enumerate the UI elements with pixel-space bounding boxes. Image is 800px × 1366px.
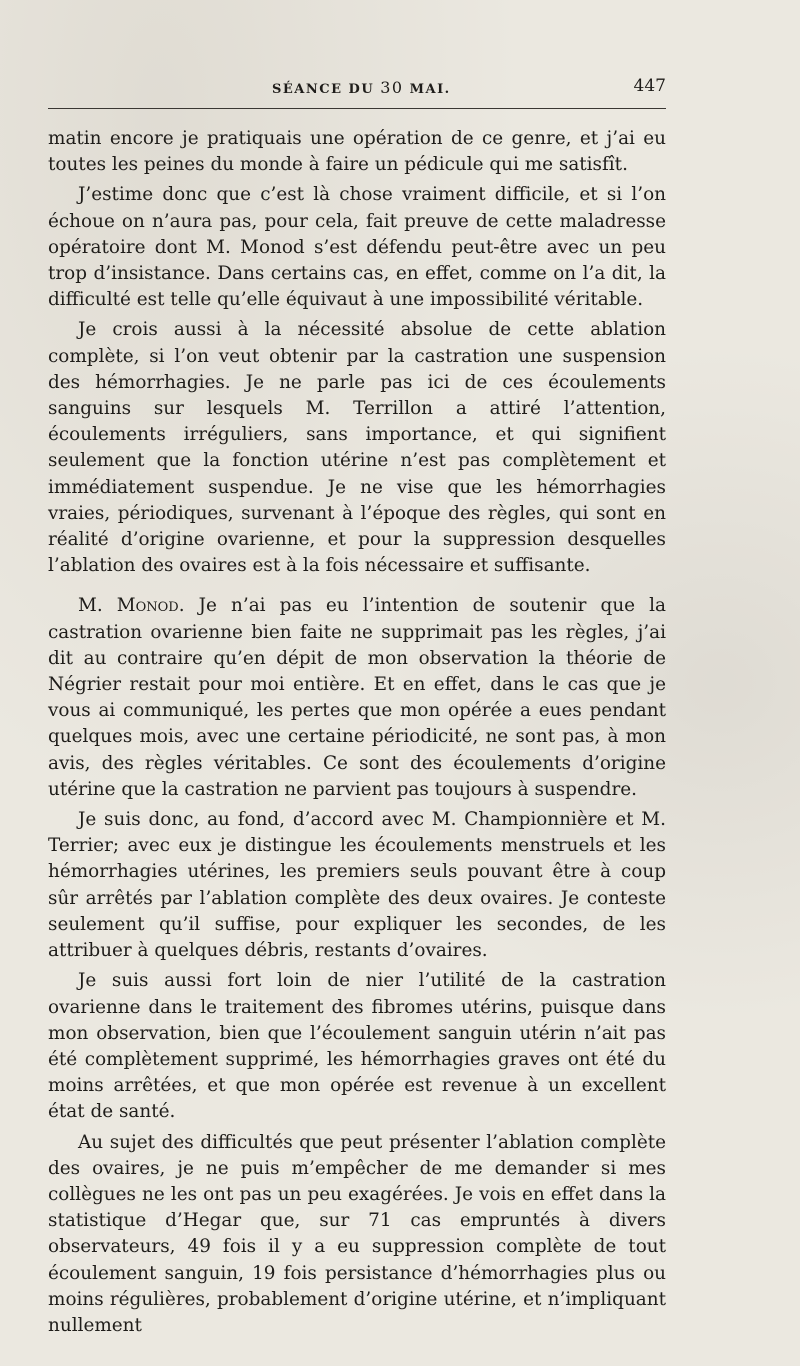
paragraph-7: Au sujet des difficultés que peut présenter l’ablation complète des ovaires, je ne puis m’empêcher de me demander si mes collègues ne les ont pas un peu exagérées. Je vois en effet dans la statistique d’Hegar que, sur 71 cas empruntés à divers observateurs, 49 fois il y a eu suppression complète de tout écoulement sanguin, 19 fois persistance d’hémorrhagies plus ou moins régulières, probablement d’origine utérine, et n’impliquant nullement xyxy=(48,1131,666,1336)
paragraph-2: J’estime donc que c’est là chose vraiment difficile, et si l’on échoue on n’aura pas, pour cela, fait preuve de cette maladresse opératoire dont M. Monod s’est défendu peut-être avec un peu trop d’insistance. Dans certains cas, en effet, comme on l’a dit, la difficulté est telle qu’elle équivaut à une impossibilité véritable. xyxy=(48,184,666,311)
running-header xyxy=(48,76,666,100)
header-title-day: 30 xyxy=(380,78,404,97)
paragraph-1: matin encore je pratiquais une opération de ce genre, et j’ai eu toutes les peines du monde à faire un pédicule qui me satisfît. xyxy=(48,128,666,176)
header-title-month: MAI. xyxy=(409,82,451,97)
body-text xyxy=(48,126,666,1343)
header-rule xyxy=(48,108,666,109)
paragraph-5: Je suis donc, au fond, d’accord avec M. Championnière et M. Terrier; avec eux je distingue les écoulements menstruels et les hémorrhagies utérines, les premiers seuls pouvant être à coup sûr arrêtés par l’ablation complète des deux ovaires. Je conteste seulement qu’il suffise, pour expliquer les secondes, de les attribuer à quelques débris, restants d’ovaires. xyxy=(48,809,666,962)
header-title xyxy=(272,78,451,97)
paragraph-4-text: Je n’ai pas eu l’intention de soutenir que la castration ovarienne bien faite ne supprimait pas les règles, j’ai dit au contraire qu’en dépit de mon observation la théorie de Négrier restait pour moi entière. Et en effet, dans le cas que je vous ai communiqué, les pertes que mon opérée a eues pendant quelques mois, avec une certaine périodicité, ne sont pas, à mon avis, des règles véritables. Ce sont des écoulements d’origine utérine que la castration ne parvient pas toujours à suspendre. xyxy=(48,595,666,800)
paragraph-3: Je crois aussi à la nécessité absolue de cette ablation complète, si l’on veut obtenir par la castration une suspension des hémorrhagies. Je ne parle pas ici de ces écoulements sanguins sur lesquels M. Terrillon a attiré l’attention, écoulements irréguliers, sans importance, et qui signifient seulement que la fonction utérine n’est pas complètement et immédiatement suspendue. Je ne vise que les hémorrhagies vraies, périodiques, survenant à l’époque des règles, qui sont en réalité d’origine ovarienne, et pour la suppression desquelles l’ablation des ovaires est à la fois nécessaire et suffisante. xyxy=(48,319,666,577)
page-number: 447 xyxy=(633,76,666,96)
paragraph-6: Je suis aussi fort loin de nier l’utilité de la castration ovarienne dans le traitement des fibromes utérins, puisque dans mon observation, bien que l’écoulement sanguin utérin n’ait pas été complètement supprimé, les hémorrhagies graves ont été du moins arrêtées, et que mon opérée est revenue à un excellent état de santé. xyxy=(48,970,666,1123)
header-title-prefix: SÉANCE DU xyxy=(272,82,375,97)
paragraph-4 xyxy=(48,593,666,803)
speaker-name: M. Monod. xyxy=(78,595,185,617)
